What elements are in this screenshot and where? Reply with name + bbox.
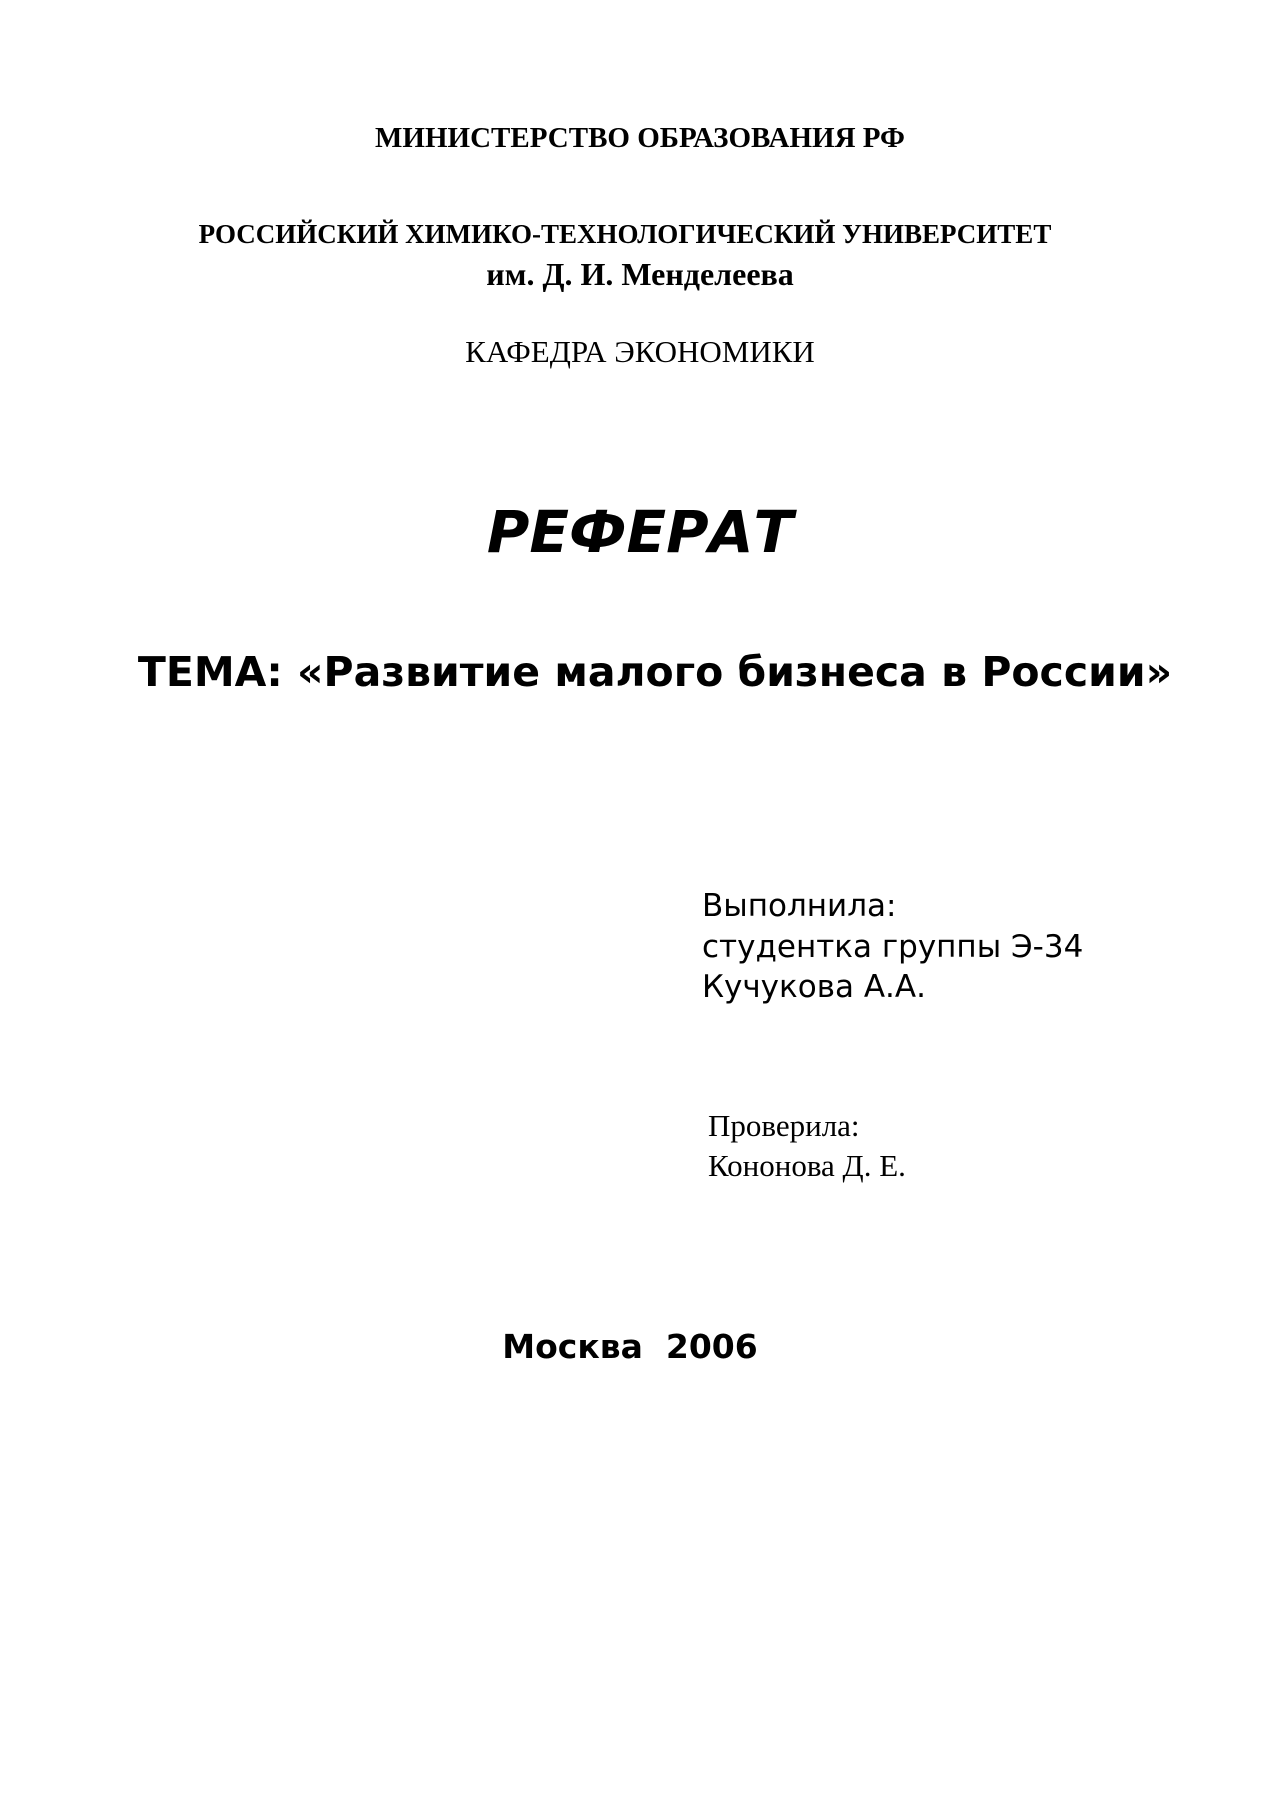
checker-label: Проверила: xyxy=(708,1108,860,1143)
ministry-heading: МИНИСТЕРСТВО ОБРАЗОВАНИЯ РФ xyxy=(375,122,905,154)
checker-name: Кононова Д. Е. xyxy=(708,1148,906,1183)
author-label: Выполнила: xyxy=(702,888,897,924)
topic-title: ТЕМА: «Развитие малого бизнеса в России» xyxy=(137,648,1173,696)
department-heading: КАФЕДРА ЭКОНОМИКИ xyxy=(465,334,815,369)
document-type-title: РЕФЕРАТ xyxy=(486,498,794,566)
university-heading: РОССИЙСКИЙ ХИМИКО-ТЕХНОЛОГИЧЕСКИЙ УНИВЕРСИТЕТ xyxy=(198,219,1052,249)
author-group: студентка группы Э-34 xyxy=(702,929,1084,965)
author-name: Кучукова А.А. xyxy=(702,969,926,1005)
city-year: Москва 2006 xyxy=(502,1327,758,1366)
university-named-after: им. Д. И. Менделеева xyxy=(486,256,794,292)
